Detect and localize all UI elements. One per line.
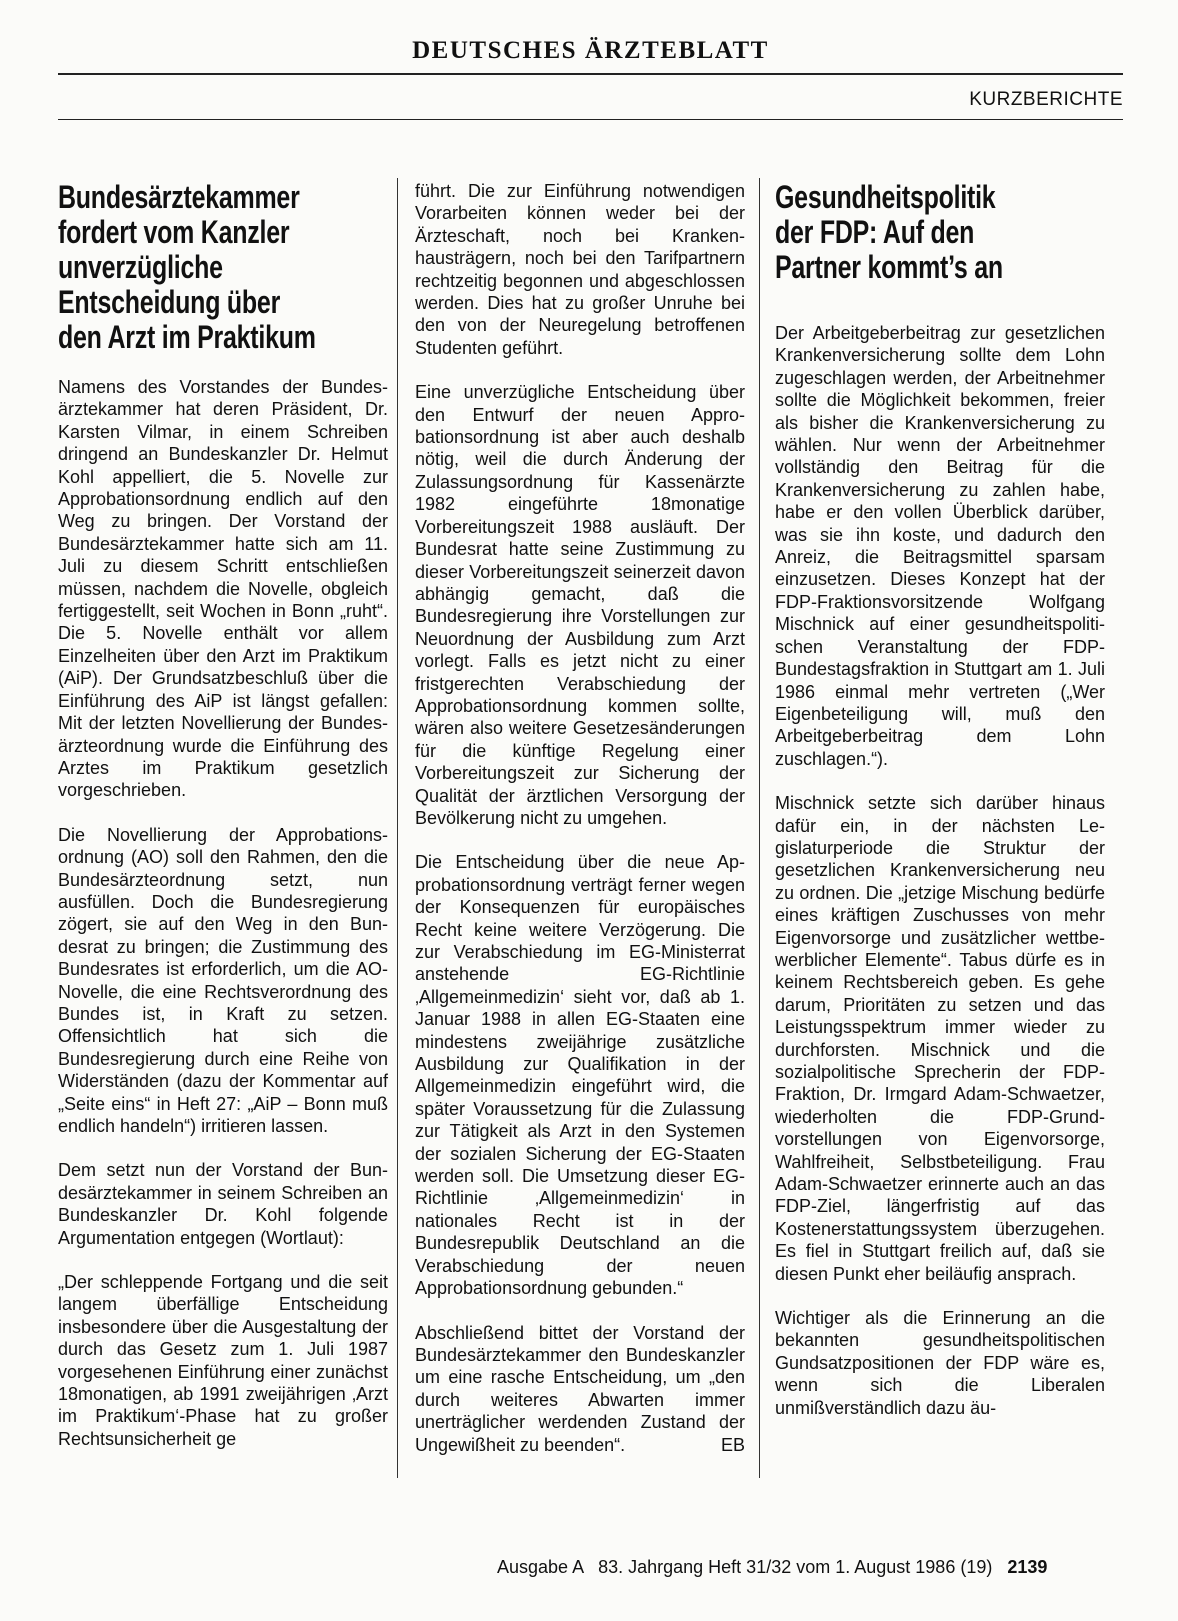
headline-line: den Arzt im Praktikum xyxy=(58,319,316,355)
article1-column-1 xyxy=(58,180,388,1450)
section-rule xyxy=(58,119,1123,120)
headline-line: Entscheidung über xyxy=(58,284,281,320)
paragraph: Eine unverzügliche Entscheidung über den Entwurf der neuen Approbationsordnung ist aber auch deshalb nötig, weil die durch Änderung der Zulassungsordnung für Kassenärzte 1982 eingeführte 18monatige Vorbereitungszeit 1988 ausläuft. Der Bundesrat hatte seine Zustimmung zu dieser Vorbereitungszeit seinerzeit davon abhängig gemacht, daß die Bundesregierung ihre Vorstellungen zur Neuordnung der Ausbildung zum Arzt vorlegt. Falls es jetzt nicht zu einer fristgerechten Verabschiedung der Approbationsordnung kommen sollte, wären also weitere Gesetzesänderungen für die künftige Regelung einer Vorbereitungszeit zur Sicherung der Qualität der ärztlichen Versorgung der Bevölkerung nicht zu umgehen. xyxy=(415,382,745,828)
section-label: KURZBERICHTE xyxy=(969,89,1123,110)
paragraph: „Der schleppende Fortgang und die seit langem überfällige Entscheidung insbesondere über die Ausgestaltung der durch das Gesetz zum 1. Juli 1987 vorgesehenen Einführung einer zunächst 18monatigen, ab 1991 zweijährigen ‚Arzt im Praktikum‘-Phase hat zu großer Rechtsunsicherheit ge xyxy=(58,1272,388,1449)
paragraph: Dem setzt nun der Vorstand der Bundesärztekammer in seinem Schreiben an Bundeskanzler Dr. Kohl folgende Argumentation entgegen (Wortlaut): xyxy=(58,1160,388,1248)
closing-paragraph xyxy=(415,1322,745,1456)
masthead-rule xyxy=(58,73,1123,75)
article2-column xyxy=(775,180,1105,1419)
headline-line: Gesundheitspolitik xyxy=(775,179,996,215)
paragraph: Die Novellierung der Approbationsordnung (AO) soll den Rahmen, den die Bundesärzteordnung setzt, nun ausfüllen. Doch die Bundesregierung zögert, sie auf den Weg in den Bundesrat zu bringen; die Zustimmung des Bundesrates ist erforderlich, um die AO-Novelle, die eine Rechtsverordnung des Bundes ist, in Kraft zu setzen. Offensichtlich hat sich die Bundesregierung durch eine Reihe von Widerständen (dazu der Kommentar auf „Seite eins“ in Heft 27: „AiP – Bonn muß endlich handeln“) irritieren lassen. xyxy=(58,824,388,1136)
article2-headline xyxy=(775,180,1104,285)
paragraph: Die Entscheidung über die neue Approbationsordnung verträgt ferner wegen der Konsequenzen für europäisches Recht keine weitere Verzögerung. Die zur Verabschiedung im EG-Ministerrat anstehende EG-Richtlinie ‚Allgemeinmedizin‘ sieht vor, daß ab 1. Januar 1988 in allen EG-Staaten eine mindestens zweijährige zusätzliche Ausbildung zur Qualifikation in der Allgemeinmedizin eingeführt wird, die später Voraussetzung für die Zulassung zur Tätigkeit als Arzt in den Systemen der sozialen Sicherung der EG-Staaten werden soll. Die Umsetzung dieser EG-Richtlinie ‚Allgemeinmedizin‘ in nationales Recht ist in der Bundesrepublik Deutschland an die Verabschiedung der neuen Approbationsordnung gebunden.“ xyxy=(415,852,745,1299)
page-number: 2139 xyxy=(1007,1557,1048,1577)
headline-line: fordert vom Kanzler xyxy=(58,214,290,250)
paragraph: Mischnick setzte sich darüber hinaus dafür ein, in der nächsten Legislaturperiode die Struktur der gesetzlichen Krankenversicherung neu zu ordnen. Die „jetzige Mischung bedürfe eines kräftigen Zuschusses von mehr Eigenvorsorge und zusätzlicher wettbewerblicher Elemente“. Tabus dürfe es in keinem Rechtsbereich geben. Es gehe darum, Prioritäten zu setzen und das Leistungsspektrum immer wieder zu durchforsten. Mischnick und die sozialpolitische Sprecherin der FDP-Fraktion, Dr. Irmgard Adam-Schwaetzer, wiederholten die FDP-Grundvorstellungen von Eigenvorsorge, Wahlfreiheit, Selbstbeteiligung. Frau Adam-Schwaetzer erinnerte auch an das FDP-Ziel, längerfristig auf das Kostenerstattungssystem überzugehen. Es fiel in Stuttgart freilich auf, daß sie diesen Punkt eher beiläufig ansprach. xyxy=(775,793,1105,1284)
paragraph: Wichtiger als die Erinnerung an die bekannten gesundheitspolitischen Gundsatzpositionen der FDP wäre es, wenn sich die Liberalen unmißverständlich dazu äu- xyxy=(775,1308,1105,1418)
column-divider-1 xyxy=(397,178,398,1478)
article1-headline xyxy=(58,180,387,355)
issue-info: Ausgabe A 83. Jahrgang Heft 31/32 vom 1. August 1986 (19) xyxy=(497,1557,993,1577)
headline-line: unverzügliche xyxy=(58,249,223,285)
paragraph: Abschließend bittet der Vorstand der Bundesärztekammer den Bundeskanzler um eine rasche Entscheidung, um „den durch weiteres Abwarten immer unerträglicher werdenden Zustand der Ungewißheit zu beenden“. xyxy=(415,1322,745,1455)
headline-line: Partner kommt’s an xyxy=(775,249,1003,285)
paragraph: führt. Die zur Einführung notwendigen Vorarbeiten können weder bei der Ärzteschaft, noch bei Krankenhausträgern, noch bei den Tarifpartnern rechtzeitig begonnen und abgeschlossen werden. Dies hat zu großer Unruhe bei den von der Neuregelung betroffenen Studenten geführt. xyxy=(415,181,745,358)
paragraph: Der Arbeitgeberbeitrag zur gesetzlichen Krankenversicherung sollte dem Lohn zugeschlagen werden, der Arbeitnehmer sollte die Möglichkeit bekommen, freier als bisher die Krankenversicherung zu wählen. Nur wenn der Arbeitnehmer vollständig den Beitrag für die Krankenversicherung zu zahlen habe, habe er den vollen Überblick darüber, was sie ihn koste, und dadurch den Anreiz, die Beitragsmittel sparsam einzusetzen. Dieses Konzept hat der FDP-Fraktionsvorsitzende Wolfgang Mischnick auf einer gesundheitspolitischen Veranstaltung der FDP-Bundestagsfraktion in Stuttgart am 1. Juli 1986 einmal mehr vertreten („Wer Eigenbeteiligung will, muß den Arbeitgeberbeitrag dem Lohn zuschlagen.“). xyxy=(775,323,1105,769)
masthead: DEUTSCHES ÄRZTEBLATT xyxy=(412,37,769,64)
page-footer xyxy=(497,1556,1047,1578)
article1-column-2 xyxy=(415,180,745,1456)
headline-line: der FDP: Auf den xyxy=(775,214,975,250)
column-divider-2 xyxy=(759,178,760,1478)
author-initials: EB xyxy=(720,1434,745,1455)
headline-line: Bundesärztekammer xyxy=(58,179,300,215)
paragraph: Namens des Vorstandes der Bundesärztekammer hat deren Präsident, Dr. Karsten Vilmar, in einem Schreiben dringend an Bundeskanzler Dr. Helmut Kohl appelliert, die 5. Novelle zur Approbationsordnung endlich auf den Weg zu bringen. Der Vorstand der Bundesärztekammer hatte sich am 11. Juli zu diesem Schritt entschließen müssen, nachdem die Novelle, obgleich fertiggestellt, seit Wochen in Bonn „ruht“. Die 5. Novelle enthält vor allem Einzelheiten über den Arzt im Praktikum (AiP). Der Grundsatzbeschluß über die Einführung des AiP ist längst gefallen: Mit der letzten Novellierung der Bundesärzteordnung wurde die Einführung des Arztes im Praktikum gesetzlich vorgeschrieben. xyxy=(58,377,388,801)
